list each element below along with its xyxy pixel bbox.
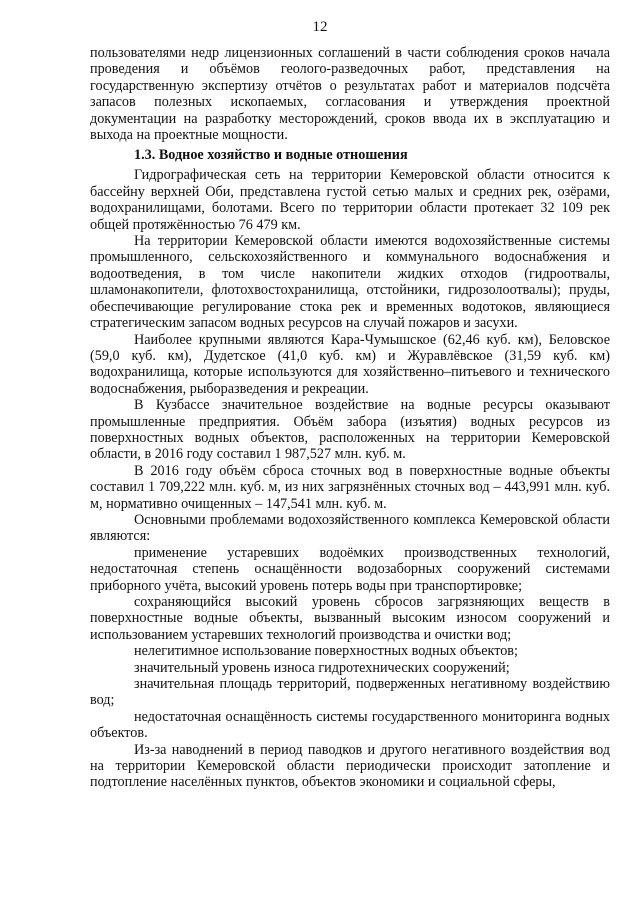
list-item: значительный уровень износа гидротехнических сооружений; bbox=[134, 659, 510, 676]
list-item: нелегитимное использование поверхностных водных объектов; bbox=[134, 643, 518, 660]
paragraph-continuation: пользователями недр лицензионных соглашений в части соблюдения сроков начала проведения и объёмов геолого-разведочных работ, представления на государственную экспертизу отчётов о результатах работ и материалов подсчёта запасов полезных ископаемых, согласования и утверждения проектной документации на разработку месторождений, сроков ввода их в эксплуатацию и выхода на проектные мощности. bbox=[90, 45, 610, 144]
section-heading: 1.3. Водное хозяйство и водные отношения bbox=[134, 147, 408, 164]
paragraph: В 2016 году объём сброса сточных вод в поверхностные водные объекты составил 1 709,222 млн. куб. м, из них загрязнённых сточных вод – 443,991 млн. куб. м, нормативно очищенных – 147,541 млн. куб. м. bbox=[90, 462, 610, 512]
paragraph: Наиболее крупными являются Кара-Чумышское (62,46 куб. км), Беловское (59,0 куб. км), Дудетское (41,0 куб. км) и Журавлёвское (31,59 куб. км) водохранилища, которые используются для хозяйственно–питьевого и технического водоснабжения, рыборазведения и рекреации. bbox=[90, 331, 610, 397]
list-item: сохраняющийся высокий уровень сбросов загрязняющих веществ в поверхностные водные объекты, вызванный высоким износом сооружений и использованием устаревших технологий производства и очистки вод; bbox=[90, 594, 610, 643]
list-item: недостаточная оснащённость системы государственного мониторинга водных объектов. bbox=[90, 708, 610, 742]
paragraph: Из-за наводнений в период паводков и другого негативного воздействия вод на территории Кемеровской области периодически происходит затопление и подтопление населённых пунктов, объектов экономики и социальной сферы, bbox=[90, 741, 610, 791]
paragraph: В Кузбассе значительное воздействие на водные ресурсы оказывают промышленные предприятия. Объём забора (изъятия) водных ресурсов из поверхностных водных объектов, расположенных на территории Кемеровской области, в 2016 году составил 1 987,527 млн. куб. м. bbox=[90, 397, 610, 463]
page-body bbox=[90, 45, 610, 791]
list-item: применение устаревших водоёмких производственных технологий, недостаточная степень оснащённости водозаборных сооружений системами приборного учёта, высокий уровень потерь воды при транспортировке; bbox=[90, 544, 610, 594]
paragraph: Гидрографическая сеть на территории Кемеровской области относится к бассейну верхней Оби, представлена густой сетью малых и средних рек, озёрами, водохранилищами, болотами. Всего по территории области протекает 32 109 рек общей протяжённостью 76 479 км. bbox=[90, 167, 610, 233]
list-item: значительная площадь территорий, подверженных негативному воздействию вод; bbox=[90, 676, 610, 709]
paragraph: Основными проблемами водохозяйственного комплекса Кемеровской области являются: bbox=[90, 511, 610, 545]
page-number: 12 bbox=[312, 19, 328, 35]
paragraph: На территории Кемеровской области имеются водохозяйственные системы промышленного, сельскохозяйственного и коммунального водоснабжения и водоотведения, в том числе накопители жидких отходов (гидроотвалы, шламонакопители, флотохвостохранилища, отстойники, гидрозолоотвалы); пруды, обеспечивающие регулирование стока рек и временных водотоков, являющиеся стратегическим запасом водных ресурсов на случай пожаров и засухи. bbox=[90, 233, 610, 332]
